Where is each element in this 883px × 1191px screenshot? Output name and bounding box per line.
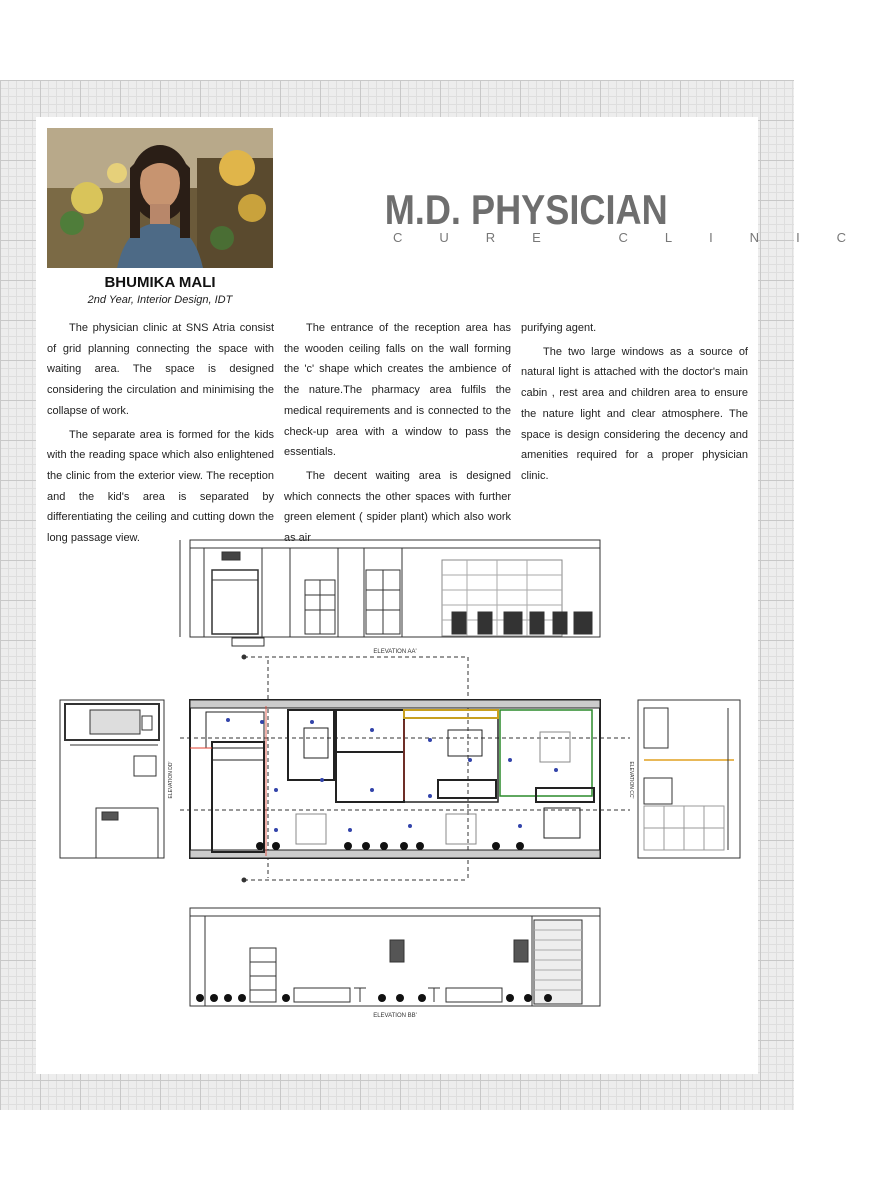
author-details: 2nd Year, Interior Design, IDT xyxy=(87,294,233,306)
paragraph: The decent waiting area is designed which connects the other spaces with further green element ( spider plant) which also work as air xyxy=(284,469,511,545)
floor-plan-lights xyxy=(226,718,558,832)
project-subtitle: CURE CLINIC xyxy=(393,230,883,245)
elevation-aa-label: ELEVATION AA' xyxy=(373,649,417,655)
elevation-dd-label: ELEVATION DD' xyxy=(168,761,174,799)
paragraph: The entrance of the reception area has the wooden ceiling falls on the wall forming the 'c' shape which creates the ambience of the nature.The pharmacy area fulfils the medical requirements and is connected to the check-up area with a window to pass the essentials. xyxy=(284,322,511,459)
elevation-bb-plants xyxy=(196,994,552,1002)
elevation-bb-label: ELEVATION BB' xyxy=(373,1013,417,1019)
paragraph: purifying agent. xyxy=(521,322,597,334)
elevation-aa-drawing xyxy=(180,540,600,646)
elevation-dd-drawing xyxy=(60,700,164,858)
elevation-cc-drawing xyxy=(638,700,740,858)
paragraph: The physician clinic at SNS Atria consist of grid planning connecting the space with waiting area. The space is designed considering the circulation and minimising the collapse of work. xyxy=(47,322,274,417)
paragraph: The separate area is formed for the kids with the reading space which also enlightened the clinic from the exterior view. The reception and the kid's area is separated by differentiating the ceiling and cutting down the long passage view. xyxy=(47,428,274,545)
author-name: BHUMIKA MALI xyxy=(104,274,216,291)
floor-plan-drawing xyxy=(190,700,600,858)
elevation-cc-label: ELEVATION CC' xyxy=(628,761,634,799)
elevation-bb-drawing xyxy=(190,908,600,1006)
project-title: M.D. PHYSICIAN xyxy=(384,186,668,233)
paragraph: The two large windows as a source of natural light is attached with the doctor's main cabin , rest area and children area to ensure the nature light and clear atmosphere. The space is design considering the decency and amenities required for a proper physician clinic. xyxy=(521,345,748,482)
